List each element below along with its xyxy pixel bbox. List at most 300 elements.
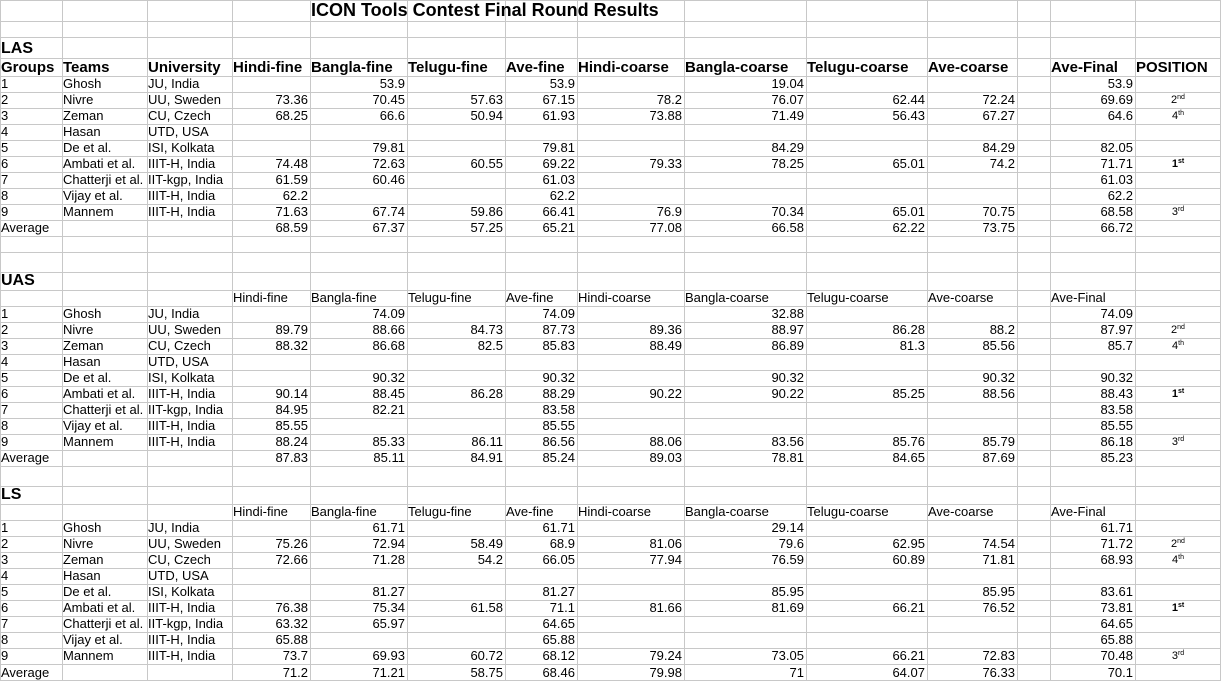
cell-score[interactable]: 90.14 xyxy=(275,386,308,401)
cell-score[interactable]: 70.1 xyxy=(1107,665,1133,680)
section-title[interactable]: LS xyxy=(1,486,22,503)
cell-score[interactable]: 67.15 xyxy=(542,92,575,107)
cell-score[interactable]: 90.32 xyxy=(1100,370,1133,385)
cell-score[interactable]: 88.49 xyxy=(649,338,682,353)
header-bangla-fine[interactable]: Bangla-fine xyxy=(311,59,393,76)
cell-score[interactable]: 90.32 xyxy=(771,370,804,385)
cell-score[interactable]: 85.55 xyxy=(275,418,308,433)
header-telugu-coarse[interactable]: Telugu-coarse xyxy=(807,290,889,305)
header-ave-final[interactable]: Ave-Final xyxy=(1051,504,1106,519)
cell-score[interactable]: 86.56 xyxy=(542,434,575,449)
cell-teams[interactable]: Chatterji et al. xyxy=(63,172,144,187)
cell-score[interactable]: 85.23 xyxy=(1100,450,1133,465)
header-position[interactable]: POSITION xyxy=(1136,59,1208,76)
cell-score[interactable]: 88.32 xyxy=(275,338,308,353)
header-ave-fine[interactable]: Ave-fine xyxy=(506,59,565,76)
cell-score[interactable]: 90.22 xyxy=(649,386,682,401)
cell-score[interactable]: 29.14 xyxy=(771,520,804,535)
cell-groups[interactable]: 5 xyxy=(1,370,9,385)
header-university[interactable]: University xyxy=(148,59,221,76)
cell-score[interactable]: 85.76 xyxy=(892,434,925,449)
cell-score[interactable]: 85.95 xyxy=(982,584,1015,599)
cell-university[interactable]: UTD, USA xyxy=(148,354,209,369)
cell-score[interactable]: 65.88 xyxy=(275,632,308,647)
cell-score[interactable]: 88.29 xyxy=(542,386,575,401)
cell-teams[interactable]: Ghosh xyxy=(63,520,102,535)
cell-score[interactable]: 65.01 xyxy=(892,156,925,171)
cell-score[interactable]: 82.05 xyxy=(1100,140,1133,155)
cell-score[interactable]: 72.83 xyxy=(982,648,1015,663)
cell-university[interactable]: ISI, Kolkata xyxy=(148,140,215,155)
cell-groups[interactable]: 8 xyxy=(1,418,9,433)
cell-score[interactable]: 64.07 xyxy=(892,665,925,680)
cell-score[interactable]: 71.49 xyxy=(771,108,804,123)
cell-score[interactable]: 73.05 xyxy=(771,648,804,663)
cell-teams[interactable]: Mannem xyxy=(63,434,114,449)
cell-score[interactable]: 71.21 xyxy=(372,665,405,680)
cell-score[interactable]: 86.28 xyxy=(892,322,925,337)
cell-score[interactable]: 68.58 xyxy=(1100,204,1133,219)
cell-score[interactable]: 53.9 xyxy=(1107,76,1133,91)
cell-teams[interactable]: Nivre xyxy=(63,536,94,551)
cell-score[interactable]: 76.52 xyxy=(982,600,1015,615)
cell-score[interactable]: 79.98 xyxy=(649,665,682,680)
cell-score[interactable]: 76.33 xyxy=(982,665,1015,680)
cell-score[interactable]: 84.95 xyxy=(275,402,308,417)
cell-score[interactable]: 68.25 xyxy=(275,108,308,123)
cell-score[interactable]: 84.91 xyxy=(470,450,503,465)
cell-teams[interactable]: Hasan xyxy=(63,568,101,583)
cell-university[interactable]: IIIT-H, India xyxy=(148,204,216,219)
cell-score[interactable]: 74.09 xyxy=(542,306,575,321)
cell-groups[interactable]: 3 xyxy=(1,108,9,123)
cell-groups[interactable]: 7 xyxy=(1,616,9,631)
cell-university[interactable]: UU, Sweden xyxy=(148,536,221,551)
cell-score[interactable]: 87.73 xyxy=(542,322,575,337)
cell-score[interactable]: 71 xyxy=(789,665,804,680)
cell-university[interactable]: IIT-kgp, India xyxy=(148,616,224,631)
cell-university[interactable]: UTD, USA xyxy=(148,124,209,139)
cell-university[interactable]: ISI, Kolkata xyxy=(148,584,215,599)
cell-score[interactable]: 67.27 xyxy=(982,108,1015,123)
cell-groups[interactable]: 9 xyxy=(1,648,9,663)
cell-university[interactable]: IIIT-H, India xyxy=(148,434,216,449)
cell-score[interactable]: 61.03 xyxy=(1100,172,1133,187)
cell-teams[interactable]: Chatterji et al. xyxy=(63,616,144,631)
header-hindi-fine[interactable]: Hindi-fine xyxy=(233,290,288,305)
cell-score[interactable]: 74.2 xyxy=(989,156,1015,171)
cell-score[interactable]: 83.56 xyxy=(771,434,804,449)
cell-score[interactable]: 86.89 xyxy=(771,338,804,353)
cell-score[interactable]: 65.88 xyxy=(542,632,575,647)
header-ave-fine[interactable]: Ave-fine xyxy=(506,504,554,519)
cell-score[interactable]: 85.7 xyxy=(1107,338,1133,353)
cell-groups[interactable]: 5 xyxy=(1,584,9,599)
cell-score[interactable]: 88.97 xyxy=(771,322,804,337)
cell-score[interactable]: 81.66 xyxy=(649,600,682,615)
cell-groups[interactable]: 1 xyxy=(1,76,9,91)
cell-score[interactable]: 61.58 xyxy=(470,600,503,615)
cell-score[interactable]: 71.72 xyxy=(1100,536,1133,551)
cell-score[interactable]: 57.25 xyxy=(470,220,503,235)
cell-groups[interactable]: 2 xyxy=(1,92,9,107)
cell-score[interactable]: 61.71 xyxy=(542,520,575,535)
header-telugu-fine[interactable]: Telugu-fine xyxy=(408,504,472,519)
cell-score[interactable]: 32.88 xyxy=(771,306,804,321)
cell-score[interactable]: 71.71 xyxy=(1100,156,1133,171)
cell-score[interactable]: 73.88 xyxy=(649,108,682,123)
cell-university[interactable]: JU, India xyxy=(148,76,200,91)
cell-score[interactable]: 84.29 xyxy=(982,140,1015,155)
cell-groups[interactable]: 4 xyxy=(1,124,9,139)
cell-score[interactable]: 78.81 xyxy=(771,450,804,465)
cell-groups[interactable]: 6 xyxy=(1,600,9,615)
cell-score[interactable]: 89.36 xyxy=(649,322,682,337)
cell-score[interactable]: 73.36 xyxy=(275,92,308,107)
cell-teams[interactable]: Ambati et al. xyxy=(63,156,136,171)
cell-score[interactable]: 68.12 xyxy=(542,648,575,663)
cell-score[interactable]: 54.2 xyxy=(477,552,503,567)
cell-university[interactable]: IIIT-H, India xyxy=(148,600,216,615)
cell-groups[interactable]: 4 xyxy=(1,354,9,369)
cell-score[interactable]: 65.21 xyxy=(542,220,575,235)
cell-score[interactable]: 85.79 xyxy=(982,434,1015,449)
cell-score[interactable]: 69.69 xyxy=(1100,92,1133,107)
header-hindi-coarse[interactable]: Hindi-coarse xyxy=(578,504,651,519)
cell-groups[interactable]: Average xyxy=(1,450,50,465)
cell-university[interactable]: IIIT-H, India xyxy=(148,418,216,433)
cell-score[interactable]: 79.33 xyxy=(649,156,682,171)
cell-university[interactable]: IIIT-H, India xyxy=(148,386,216,401)
cell-groups[interactable]: 4 xyxy=(1,568,9,583)
header-bangla-fine[interactable]: Bangla-fine xyxy=(311,290,377,305)
cell-score[interactable]: 67.74 xyxy=(372,204,405,219)
cell-score[interactable]: 86.68 xyxy=(372,338,405,353)
cell-score[interactable]: 89.79 xyxy=(275,322,308,337)
cell-score[interactable]: 90.32 xyxy=(372,370,405,385)
cell-score[interactable]: 86.28 xyxy=(470,386,503,401)
cell-groups[interactable]: 6 xyxy=(1,156,9,171)
section-title[interactable]: LAS xyxy=(1,40,33,57)
cell-score[interactable]: 70.34 xyxy=(771,204,804,219)
cell-teams[interactable]: Ghosh xyxy=(63,76,102,91)
cell-groups[interactable]: 7 xyxy=(1,402,9,417)
cell-score[interactable]: 65.01 xyxy=(892,204,925,219)
cell-score[interactable]: 83.58 xyxy=(1100,402,1133,417)
cell-groups[interactable]: 8 xyxy=(1,188,9,203)
cell-score[interactable]: 87.69 xyxy=(982,450,1015,465)
cell-university[interactable]: JU, India xyxy=(148,520,200,535)
cell-score[interactable]: 68.46 xyxy=(542,665,575,680)
cell-score[interactable]: 88.66 xyxy=(372,322,405,337)
cell-university[interactable]: IIIT-H, India xyxy=(148,188,216,203)
cell-score[interactable]: 73.75 xyxy=(982,220,1015,235)
header-telugu-coarse[interactable]: Telugu-coarse xyxy=(807,504,889,519)
cell-score[interactable]: 71.81 xyxy=(982,552,1015,567)
cell-teams[interactable]: Vijay et al. xyxy=(63,188,123,203)
cell-teams[interactable]: Ambati et al. xyxy=(63,386,136,401)
header-telugu-coarse[interactable]: Telugu-coarse xyxy=(807,59,909,76)
cell-score[interactable]: 76.9 xyxy=(656,204,682,219)
cell-score[interactable]: 62.22 xyxy=(892,220,925,235)
cell-score[interactable]: 64.65 xyxy=(542,616,575,631)
cell-score[interactable]: 58.49 xyxy=(470,536,503,551)
cell-score[interactable]: 85.55 xyxy=(1100,418,1133,433)
position-cell[interactable] xyxy=(1135,108,1221,124)
cell-university[interactable]: ISI, Kolkata xyxy=(148,370,215,385)
cell-score[interactable]: 84.29 xyxy=(771,140,804,155)
cell-groups[interactable]: Average xyxy=(1,665,50,680)
cell-teams[interactable]: Chatterji et al. xyxy=(63,402,144,417)
cell-university[interactable]: IIIT-H, India xyxy=(148,648,216,663)
cell-score[interactable]: 85.95 xyxy=(771,584,804,599)
cell-score[interactable]: 62.2 xyxy=(282,188,308,203)
cell-score[interactable]: 81.06 xyxy=(649,536,682,551)
cell-score[interactable]: 81.3 xyxy=(899,338,925,353)
cell-score[interactable]: 85.11 xyxy=(373,450,405,465)
cell-score[interactable]: 57.63 xyxy=(470,92,503,107)
cell-groups[interactable]: 1 xyxy=(1,520,9,535)
cell-score[interactable]: 85.33 xyxy=(372,434,405,449)
cell-score[interactable]: 61.59 xyxy=(275,172,308,187)
header-hindi-coarse[interactable]: Hindi-coarse xyxy=(578,290,651,305)
cell-score[interactable]: 68.9 xyxy=(549,536,575,551)
header-hindi-fine[interactable]: Hindi-fine xyxy=(233,504,288,519)
cell-score[interactable]: 53.9 xyxy=(549,76,575,91)
cell-university[interactable]: CU, Czech xyxy=(148,338,211,353)
cell-score[interactable]: 68.93 xyxy=(1100,552,1133,567)
cell-teams[interactable]: Ambati et al. xyxy=(63,600,136,615)
cell-score[interactable]: 66.6 xyxy=(379,108,405,123)
cell-score[interactable]: 66.41 xyxy=(542,204,575,219)
cell-teams[interactable]: Mannem xyxy=(63,648,114,663)
cell-teams[interactable]: Zeman xyxy=(63,108,104,123)
cell-score[interactable]: 74.09 xyxy=(1100,306,1133,321)
header-bangla-coarse[interactable]: Bangla-coarse xyxy=(685,59,789,76)
cell-score[interactable]: 65.97 xyxy=(372,616,405,631)
cell-groups[interactable]: 6 xyxy=(1,386,9,401)
cell-score[interactable]: 88.24 xyxy=(275,434,308,449)
cell-score[interactable]: 83.58 xyxy=(542,402,575,417)
cell-score[interactable]: 76.38 xyxy=(275,600,308,615)
section-title[interactable]: UAS xyxy=(1,272,35,289)
cell-teams[interactable]: De et al. xyxy=(63,584,112,599)
cell-score[interactable]: 88.45 xyxy=(372,386,405,401)
cell-score[interactable]: 78.25 xyxy=(771,156,804,171)
cell-score[interactable]: 61.71 xyxy=(1100,520,1133,535)
cell-score[interactable]: 82.21 xyxy=(372,402,405,417)
cell-groups[interactable]: 3 xyxy=(1,338,9,353)
cell-teams[interactable]: Nivre xyxy=(63,322,94,337)
cell-groups[interactable]: 9 xyxy=(1,434,9,449)
cell-teams[interactable]: De et al. xyxy=(63,370,112,385)
cell-groups[interactable]: 9 xyxy=(1,204,9,219)
cell-score[interactable]: 58.75 xyxy=(470,665,503,680)
cell-score[interactable]: 72.66 xyxy=(275,552,308,567)
cell-score[interactable]: 62.95 xyxy=(892,536,925,551)
cell-score[interactable]: 70.48 xyxy=(1100,648,1133,663)
cell-university[interactable]: UTD, USA xyxy=(148,568,209,583)
cell-score[interactable]: 85.25 xyxy=(892,386,925,401)
header-hindi-fine[interactable]: Hindi-fine xyxy=(233,59,303,76)
cell-university[interactable]: IIT-kgp, India xyxy=(148,402,224,417)
cell-score[interactable]: 61.71 xyxy=(372,520,405,535)
cell-score[interactable]: 73.81 xyxy=(1100,600,1133,615)
sheet-title[interactable]: ICON Tools Contest Final Round Results xyxy=(311,0,659,20)
header-bangla-fine[interactable]: Bangla-fine xyxy=(311,504,377,519)
cell-score[interactable]: 62.2 xyxy=(1107,188,1133,203)
cell-teams[interactable]: Hasan xyxy=(63,354,101,369)
cell-score[interactable]: 71.63 xyxy=(275,204,308,219)
cell-score[interactable]: 61.93 xyxy=(542,108,575,123)
cell-score[interactable]: 60.55 xyxy=(470,156,503,171)
cell-university[interactable]: IIIT-H, India xyxy=(148,156,216,171)
cell-teams[interactable]: Nivre xyxy=(63,92,94,107)
cell-score[interactable]: 74.09 xyxy=(372,306,405,321)
cell-university[interactable]: IIIT-H, India xyxy=(148,632,216,647)
cell-score[interactable]: 77.08 xyxy=(649,220,682,235)
position-cell[interactable] xyxy=(1135,600,1221,616)
cell-score[interactable]: 90.22 xyxy=(771,386,804,401)
cell-score[interactable]: 79.24 xyxy=(649,648,682,663)
cell-score[interactable]: 87.83 xyxy=(275,450,308,465)
cell-score[interactable]: 87.97 xyxy=(1100,322,1133,337)
cell-score[interactable]: 85.56 xyxy=(982,338,1015,353)
cell-score[interactable]: 88.43 xyxy=(1100,386,1133,401)
cell-score[interactable]: 70.45 xyxy=(372,92,405,107)
cell-score[interactable]: 53.9 xyxy=(379,76,405,91)
cell-score[interactable]: 85.24 xyxy=(542,450,575,465)
cell-teams[interactable]: Zeman xyxy=(63,338,104,353)
cell-score[interactable]: 85.83 xyxy=(542,338,575,353)
cell-score[interactable]: 89.03 xyxy=(649,450,682,465)
cell-groups[interactable]: 8 xyxy=(1,632,9,647)
cell-score[interactable]: 60.72 xyxy=(470,648,503,663)
cell-teams[interactable]: Mannem xyxy=(63,204,114,219)
cell-groups[interactable]: Average xyxy=(1,220,50,235)
cell-groups[interactable]: 7 xyxy=(1,172,9,187)
cell-score[interactable]: 85.55 xyxy=(542,418,575,433)
cell-score[interactable]: 67.37 xyxy=(372,220,405,235)
cell-score[interactable]: 88.56 xyxy=(982,386,1015,401)
cell-score[interactable]: 61.03 xyxy=(542,172,575,187)
cell-score[interactable]: 83.61 xyxy=(1100,584,1133,599)
cell-teams[interactable]: Vijay et al. xyxy=(63,418,123,433)
cell-score[interactable]: 88.06 xyxy=(649,434,682,449)
cell-teams[interactable]: Hasan xyxy=(63,124,101,139)
cell-score[interactable]: 68.59 xyxy=(275,220,308,235)
position-cell[interactable] xyxy=(1135,204,1221,220)
cell-score[interactable]: 50.94 xyxy=(470,108,503,123)
cell-score[interactable]: 71.2 xyxy=(282,665,308,680)
cell-score[interactable]: 79.81 xyxy=(372,140,405,155)
cell-score[interactable]: 69.22 xyxy=(542,156,575,171)
cell-score[interactable]: 75.34 xyxy=(372,600,405,615)
position-cell[interactable] xyxy=(1135,434,1221,450)
cell-score[interactable]: 86.11 xyxy=(471,434,503,449)
cell-score[interactable]: 81.27 xyxy=(542,584,575,599)
position-cell[interactable] xyxy=(1135,386,1221,402)
cell-score[interactable]: 84.73 xyxy=(470,322,503,337)
cell-score[interactable]: 60.89 xyxy=(892,552,925,567)
cell-score[interactable]: 79.81 xyxy=(542,140,575,155)
cell-score[interactable]: 79.6 xyxy=(778,536,804,551)
cell-university[interactable]: CU, Czech xyxy=(148,552,211,567)
cell-university[interactable]: JU, India xyxy=(148,306,200,321)
cell-score[interactable]: 69.93 xyxy=(372,648,405,663)
cell-score[interactable]: 72.24 xyxy=(982,92,1015,107)
position-cell[interactable] xyxy=(1135,322,1221,338)
cell-score[interactable]: 81.69 xyxy=(771,600,804,615)
position-cell[interactable] xyxy=(1135,156,1221,172)
cell-score[interactable]: 64.65 xyxy=(1100,616,1133,631)
cell-teams[interactable]: De et al. xyxy=(63,140,112,155)
cell-teams[interactable]: Ghosh xyxy=(63,306,102,321)
cell-score[interactable]: 75.26 xyxy=(275,536,308,551)
cell-score[interactable]: 62.44 xyxy=(892,92,925,107)
header-ave-coarse[interactable]: Ave-coarse xyxy=(928,59,1009,76)
cell-teams[interactable]: Vijay et al. xyxy=(63,632,123,647)
position-cell[interactable] xyxy=(1135,552,1221,568)
cell-university[interactable]: UU, Sweden xyxy=(148,322,221,337)
cell-university[interactable]: CU, Czech xyxy=(148,108,211,123)
cell-score[interactable]: 81.27 xyxy=(372,584,405,599)
cell-score[interactable]: 86.18 xyxy=(1100,434,1133,449)
cell-score[interactable]: 78.2 xyxy=(656,92,682,107)
cell-score[interactable]: 74.54 xyxy=(982,536,1015,551)
cell-score[interactable]: 84.65 xyxy=(892,450,925,465)
cell-score[interactable]: 59.86 xyxy=(470,204,503,219)
cell-score[interactable]: 63.32 xyxy=(275,616,308,631)
header-groups[interactable]: Groups xyxy=(1,59,55,76)
cell-score[interactable]: 66.72 xyxy=(1100,220,1133,235)
cell-groups[interactable]: 3 xyxy=(1,552,9,567)
cell-score[interactable]: 66.58 xyxy=(771,220,804,235)
cell-score[interactable]: 76.59 xyxy=(771,552,804,567)
cell-score[interactable]: 71.28 xyxy=(372,552,405,567)
cell-score[interactable]: 65.88 xyxy=(1100,632,1133,647)
cell-score[interactable]: 88.2 xyxy=(989,322,1015,337)
cell-groups[interactable]: 5 xyxy=(1,140,9,155)
cell-score[interactable]: 90.32 xyxy=(982,370,1015,385)
cell-score[interactable]: 64.6 xyxy=(1107,108,1133,123)
cell-score[interactable]: 72.94 xyxy=(372,536,405,551)
cell-score[interactable]: 73.7 xyxy=(282,648,308,663)
header-ave-coarse[interactable]: Ave-coarse xyxy=(928,504,994,519)
header-ave-fine[interactable]: Ave-fine xyxy=(506,290,554,305)
cell-groups[interactable]: 2 xyxy=(1,322,9,337)
header-bangla-coarse[interactable]: Bangla-coarse xyxy=(685,290,769,305)
header-hindi-coarse[interactable]: Hindi-coarse xyxy=(578,59,669,76)
cell-university[interactable]: UU, Sweden xyxy=(148,92,221,107)
cell-score[interactable]: 70.75 xyxy=(982,204,1015,219)
cell-score[interactable]: 77.94 xyxy=(649,552,682,567)
cell-score[interactable]: 56.43 xyxy=(892,108,925,123)
cell-score[interactable]: 76.07 xyxy=(771,92,804,107)
position-cell[interactable] xyxy=(1135,648,1221,664)
cell-score[interactable]: 82.5 xyxy=(477,338,503,353)
header-bangla-coarse[interactable]: Bangla-coarse xyxy=(685,504,769,519)
cell-score[interactable]: 66.21 xyxy=(892,648,925,663)
cell-score[interactable]: 74.48 xyxy=(275,156,308,171)
cell-teams[interactable]: Zeman xyxy=(63,552,104,567)
cell-score[interactable]: 19.04 xyxy=(771,76,804,91)
header-ave-coarse[interactable]: Ave-coarse xyxy=(928,290,994,305)
position-cell[interactable] xyxy=(1135,536,1221,552)
header-ave-final[interactable]: Ave-Final xyxy=(1051,290,1106,305)
position-cell[interactable] xyxy=(1135,338,1221,354)
cell-score[interactable]: 90.32 xyxy=(542,370,575,385)
